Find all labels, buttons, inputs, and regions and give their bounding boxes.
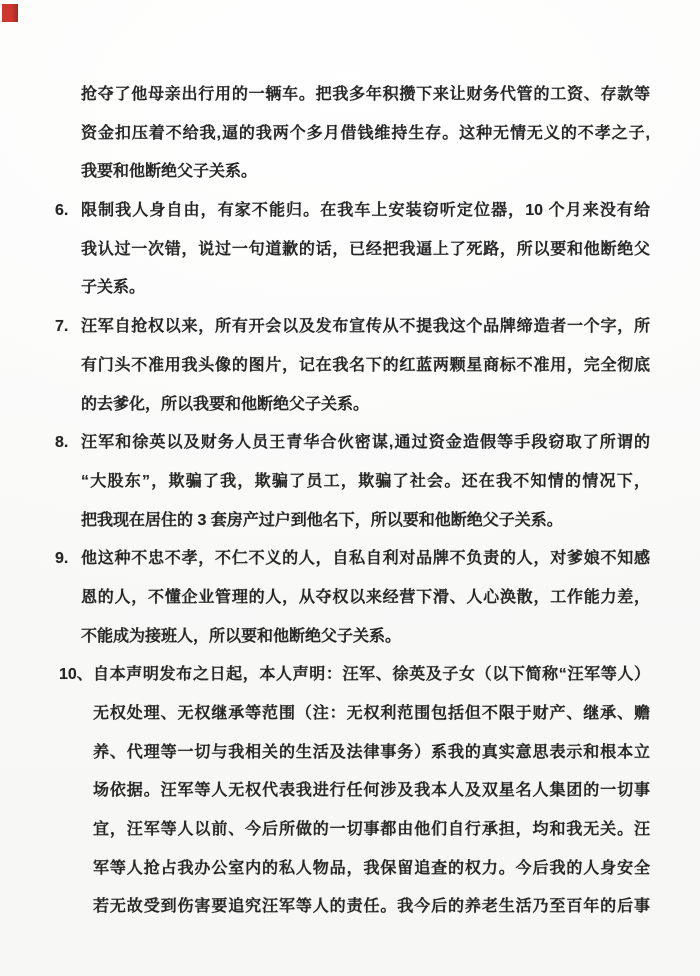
line-number: 10、 [59, 666, 93, 684]
document-line [55, 540, 650, 579]
line-text: 无权处理、无权继承等范围（注：无权利范围包括但不限于财产、继承、赡 [93, 705, 650, 722]
document-line [81, 386, 650, 425]
line-text: 我认过一次错，说过一句道歉的话，已经把我逼上了死路，所以要和他断绝父 [81, 240, 650, 258]
line-text: 限制我人身自由，有家不能归。在我车上安装窃听定位器，10 个月来没有给 [81, 202, 650, 220]
document-line [81, 695, 650, 734]
document-line [81, 618, 650, 657]
document-line [55, 308, 650, 347]
document-line [81, 153, 650, 192]
line-number: 7. [55, 318, 69, 336]
document-line [55, 192, 650, 231]
line-text: 若无故受到伤害要追究汪军等人的责任。我今后的养老生活乃至百年的后事 [93, 898, 650, 916]
document-line [81, 76, 650, 115]
line-number: 9. [55, 550, 69, 568]
document-line [81, 269, 650, 308]
line-text: 不能成为接班人，所以要和他断绝父子关系。 [81, 627, 402, 645]
line-text: 宜，汪军等人以前、今后所做的一切事都由他们自行承担，均和我无关。汪 [93, 821, 650, 839]
document-line [81, 502, 650, 541]
line-text: “大股东”，欺骗了我，欺骗了员工，欺骗了社会。还在我不知情的情况下， [81, 472, 650, 490]
line-text: 把我现在居住的 3 套房产过户到他名下，所以要和他断绝父子关系。 [81, 511, 563, 529]
document-line [59, 656, 650, 695]
document-line [81, 811, 650, 850]
line-text: 汪军自抢权以来，所有开会以及发布宣传从不提我这个品牌缔造者一个字，所 [81, 318, 650, 336]
line-text: 资金扣压着不给我,逼的我两个多月借钱维持生存。这种无情无义的不孝之子, [81, 124, 650, 142]
document-line [81, 347, 650, 386]
document-line [81, 734, 650, 773]
line-text: 我要和他断绝父子关系。 [81, 163, 258, 181]
line-text: 抢夺了他母亲出行用的一辆车。把我多年积攒下来让财务代管的工资、存款等 [81, 86, 650, 103]
document-line [81, 231, 650, 270]
line-text: 他这种不忠不孝，不仁不义的人，自私自利对品牌不负责的人，对爹娘不知感 [81, 550, 650, 568]
red-marker [2, 4, 18, 22]
document-text [55, 76, 650, 927]
document-line [81, 888, 650, 927]
line-text: 自本声明发布之日起，本人声明：汪军、徐英及子女（以下简称“汪军等人） [93, 666, 650, 684]
document-line [81, 850, 650, 889]
line-text: 场依据。汪军等人无权代表我进行任何涉及我本人及双星名人集团的一切事 [93, 782, 650, 800]
line-text: 恩的人，不懂企业管理的人，从夺权以来经营下滑、人心涣散，工作能力差， [81, 588, 650, 606]
line-text: 子关系。 [81, 279, 146, 297]
document-line [55, 424, 650, 463]
document-line [81, 772, 650, 811]
document-line [81, 115, 650, 154]
line-text: 汪军和徐英以及财务人员王青华合伙密谋,通过资金造假等手段窃取了所谓的 [81, 434, 650, 452]
line-text: 的去爹化，所以我要和他断绝父子关系。 [81, 395, 370, 413]
line-text: 有门头不准用我头像的图片，记在我名下的红蓝两颗星商标不准用，完全彻底 [81, 356, 650, 374]
document-line [81, 463, 650, 502]
line-number: 6. [55, 202, 69, 220]
line-number: 8. [55, 434, 69, 452]
line-text: 养、代理等一切与我相关的生活及法律事务）系我的真实意思表示和根本立 [93, 743, 650, 761]
line-text: 军等人抢占我办公室内的私人物品，我保留追查的权力。今后我的人身安全 [93, 859, 650, 877]
document-line [81, 579, 650, 618]
